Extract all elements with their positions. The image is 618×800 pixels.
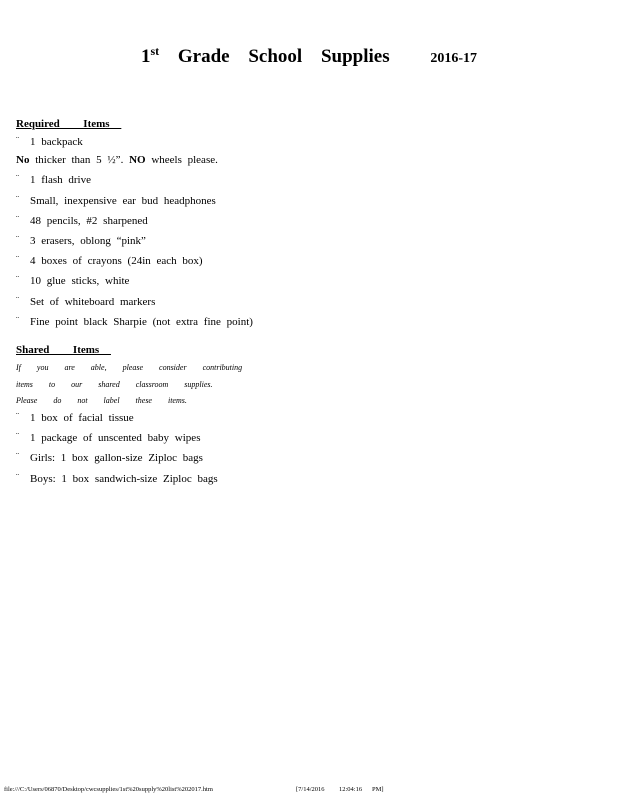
- list-item: [16, 210, 253, 230]
- item-text: 1 package of unscented baby wipes: [30, 432, 201, 445]
- list-item: [16, 291, 253, 311]
- list-item: [16, 169, 253, 189]
- note-line: Please do not label these items.: [16, 396, 187, 405]
- item-text: 1 flash drive: [30, 174, 91, 187]
- required-items-list: [16, 131, 253, 331]
- checkbox-bullet-icon: ¨: [16, 294, 19, 305]
- required-items-heading: Required Items: [16, 118, 122, 130]
- list-item: [16, 190, 253, 210]
- checkbox-bullet-icon: ¨: [16, 451, 19, 462]
- footer-time: 12:04:16: [339, 786, 363, 793]
- checkbox-bullet-icon: ¨: [16, 193, 19, 204]
- grade-number: 1: [140, 46, 151, 67]
- item-text: 3 erasers, oblong “pink”: [30, 235, 146, 248]
- list-item: [16, 230, 253, 250]
- shared-items-list: [16, 407, 218, 488]
- checkbox-bullet-icon: ¨: [16, 411, 19, 421]
- list-item: [16, 151, 253, 169]
- note-line: items to our shared classroom supplies.: [16, 379, 213, 389]
- list-item: [16, 131, 253, 151]
- item-text: 1 box of facial tissue: [30, 412, 134, 424]
- item-text: Fine point black Sharpie (not extra fine point): [30, 315, 253, 328]
- footer-file-path: file:///C:/Users/06870/Desktop/cwcsupplies/1st%20supply%20list%202017.htm: [4, 786, 213, 793]
- checkbox-bullet-icon: ¨: [16, 234, 19, 245]
- item-text: Set of whiteboard markers: [30, 295, 156, 308]
- footer-ampm: PM]: [372, 786, 384, 793]
- list-item: [16, 427, 218, 447]
- item-text: 4 boxes of crayons (24in each box): [30, 255, 203, 268]
- item-text: 1 backpack: [30, 136, 83, 148]
- item-text: No thicker than 5 ½”. NO wheels please.: [16, 154, 218, 167]
- checkbox-bullet-icon: ¨: [16, 471, 19, 482]
- footer-date: [7/14/2016: [296, 786, 325, 793]
- note-line: If you are able, please consider contributing: [16, 363, 243, 372]
- checkbox-bullet-icon: ¨: [16, 135, 19, 145]
- list-item: [16, 447, 218, 467]
- shared-note: [16, 360, 242, 410]
- checkbox-bullet-icon: ¨: [16, 431, 19, 442]
- list-item: [16, 250, 253, 270]
- list-item: [16, 311, 253, 331]
- shared-items-heading: Shared Items: [16, 344, 111, 356]
- checkbox-bullet-icon: ¨: [16, 314, 19, 325]
- item-text: Boys: 1 box sandwich-size Ziploc bags: [30, 472, 218, 485]
- item-text: 48 pencils, #2 sharpened: [30, 214, 148, 227]
- checkbox-bullet-icon: ¨: [16, 173, 19, 184]
- checkbox-bullet-icon: ¨: [16, 213, 19, 224]
- item-text: Girls: 1 box gallon-size Ziploc bags: [30, 452, 203, 465]
- checkbox-bullet-icon: ¨: [16, 274, 19, 285]
- list-item: [16, 270, 253, 290]
- item-text: 10 glue sticks, white: [30, 275, 130, 288]
- list-item: [16, 468, 218, 488]
- grade-suffix: st: [150, 44, 160, 58]
- title-text: Grade School Supplies: [177, 46, 390, 67]
- page-title: [0, 44, 618, 68]
- checkbox-bullet-icon: ¨: [16, 254, 19, 265]
- school-year: 2016-17: [430, 51, 478, 66]
- list-item: [16, 407, 218, 427]
- item-text: Small, inexpensive ear bud headphones: [30, 194, 216, 207]
